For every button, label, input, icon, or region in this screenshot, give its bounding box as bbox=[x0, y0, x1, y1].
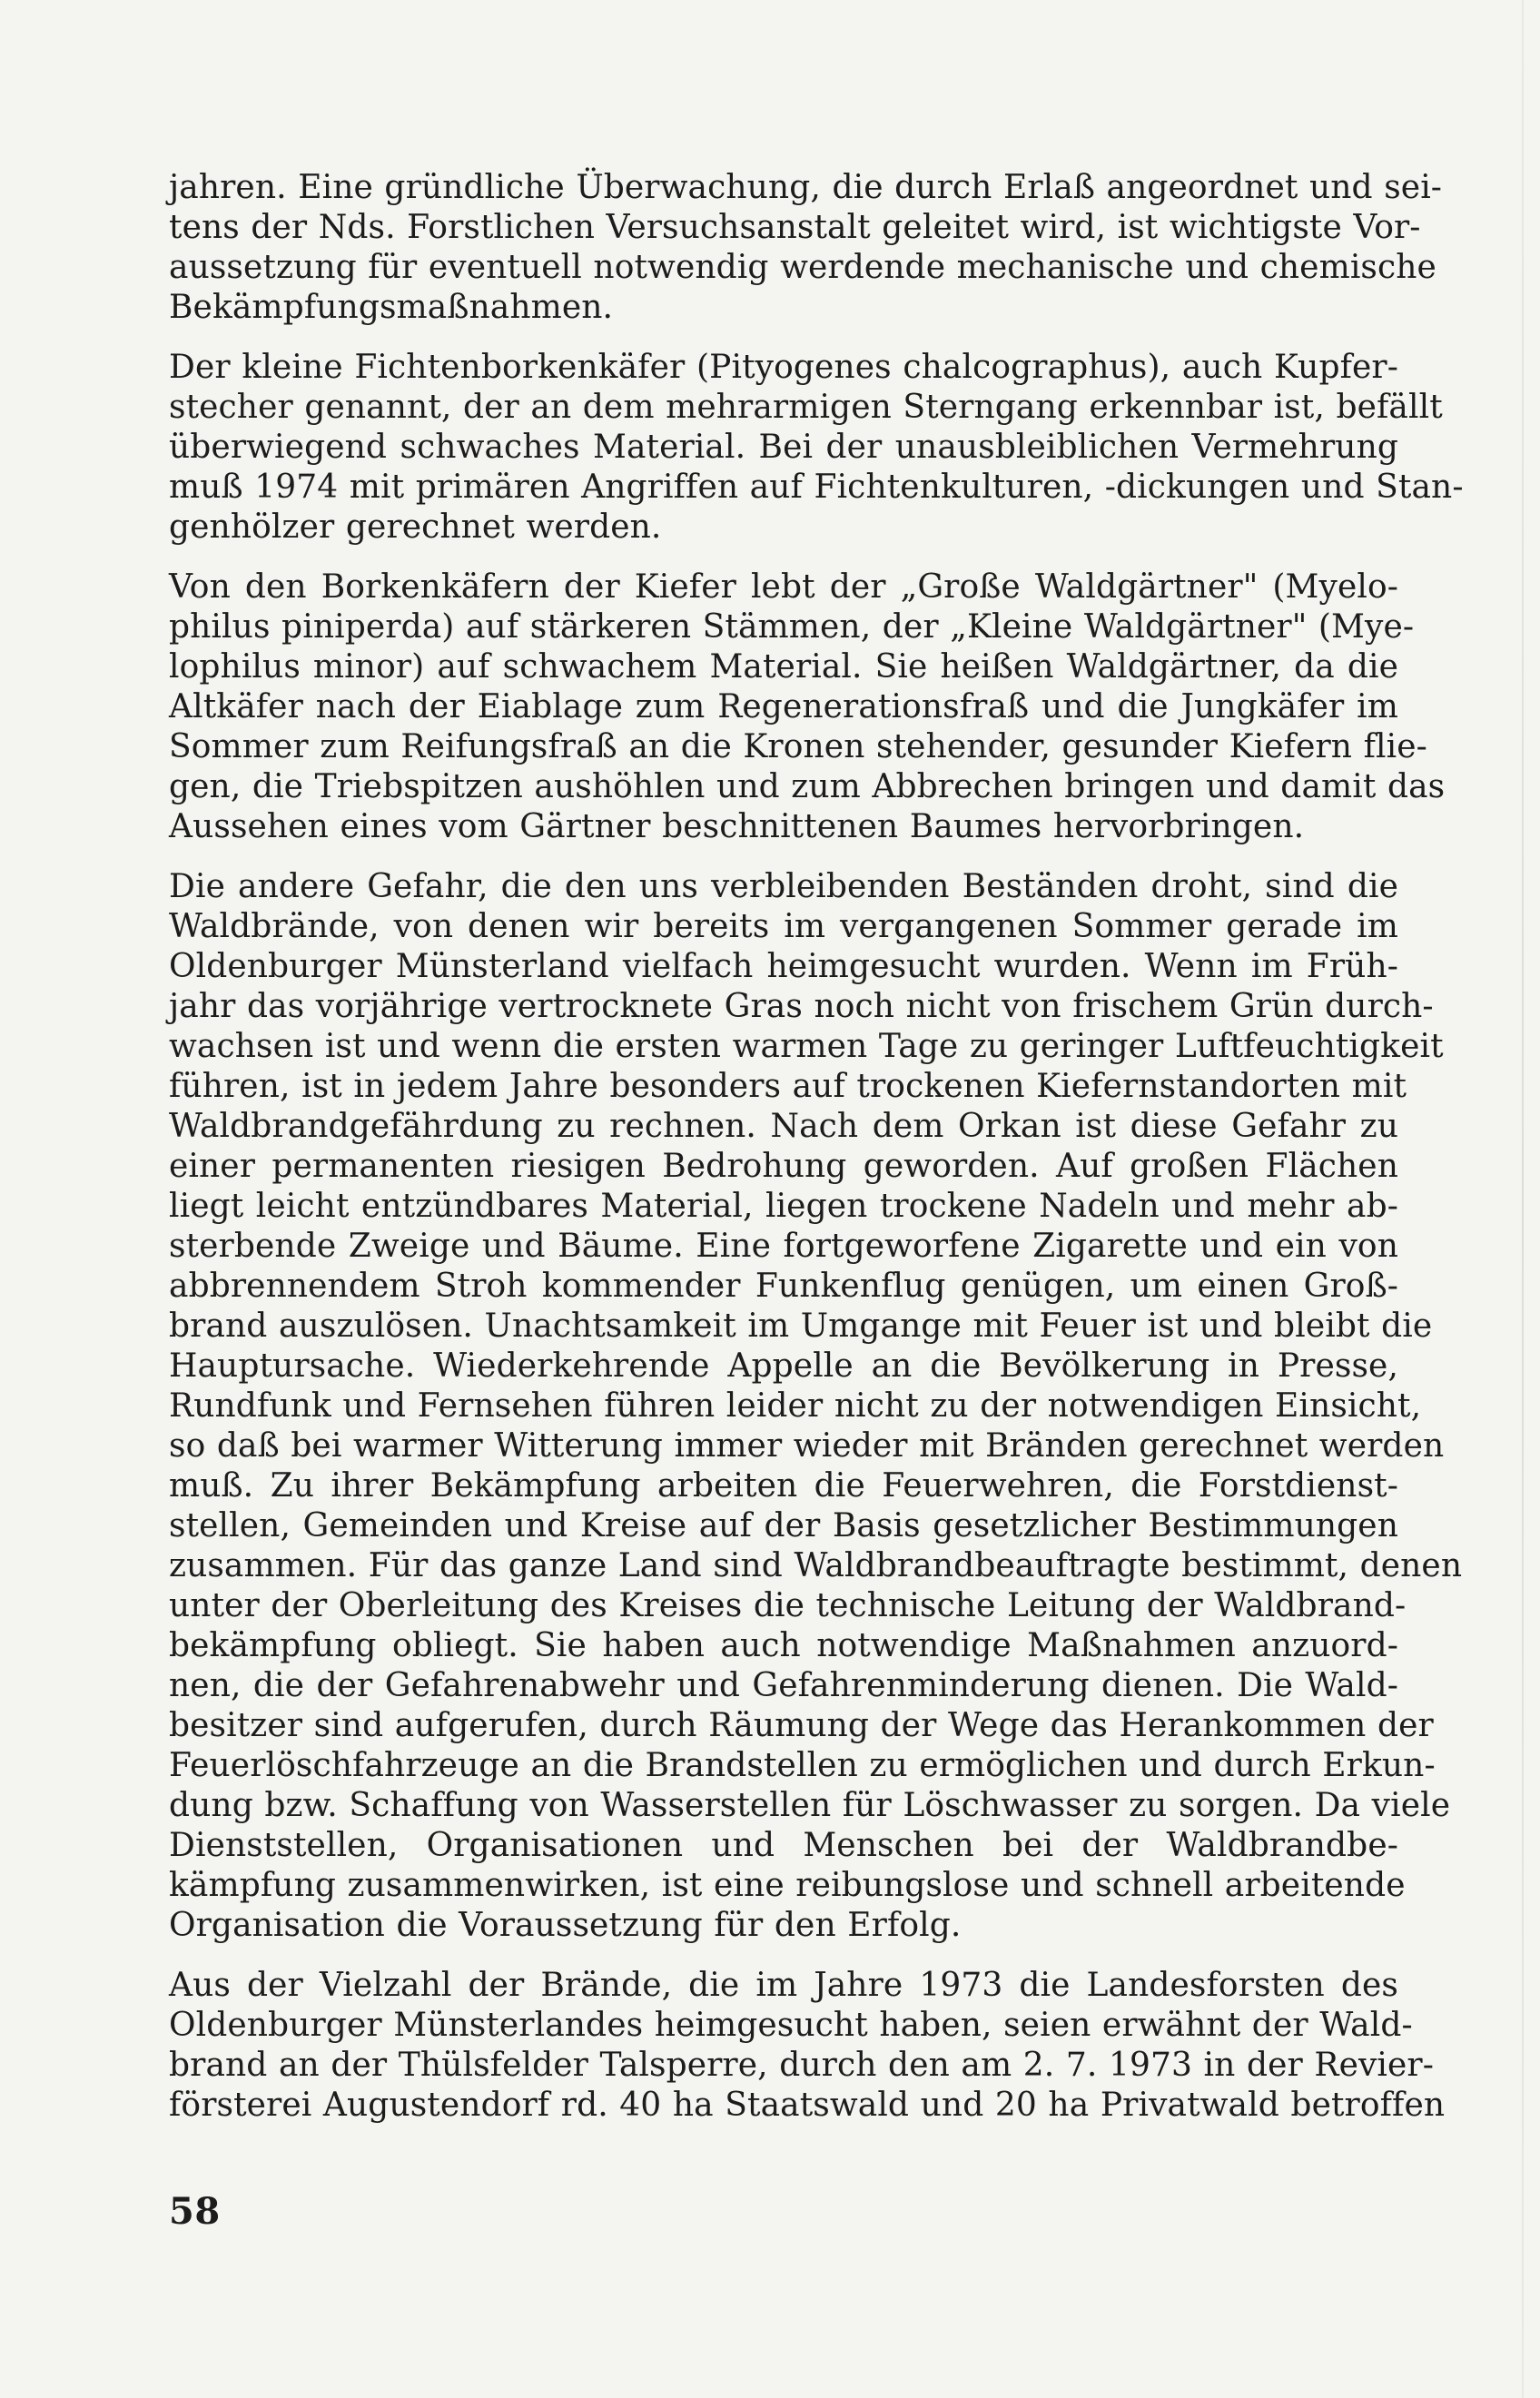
page-edge bbox=[1522, 0, 1524, 2398]
text-line: einer permanenten riesigen Bedrohung geworden. Auf großen Flächen bbox=[169, 1148, 1398, 1185]
text-line: Aussehen eines vom Gärtner beschnittenen Baumes hervorbringen. bbox=[169, 808, 1305, 845]
paragraph bbox=[169, 567, 1446, 847]
text-line: so daß bei warmer Witterung immer wieder mit Bränden gerechnet werden bbox=[169, 1427, 1445, 1465]
text-line: Sommer zum Reifungsfraß an die Kronen stehender, gesunder Kiefern flie- bbox=[169, 728, 1427, 765]
text-line: Der kleine Fichtenborkenkäfer (Pityogenes chalcographus), auch Kupfer- bbox=[169, 349, 1398, 386]
text-line: besitzer sind aufgerufen, durch Räumung der Wege das Herankommen der bbox=[169, 1707, 1434, 1744]
text-line: Aus der Vielzahl der Brände, die im Jahre 1973 die Landesforsten des bbox=[169, 1967, 1398, 2004]
text-line: jahren. Eine gründliche Überwachung, die durch Erlaß angeordnet und sei- bbox=[169, 169, 1443, 206]
paragraph bbox=[169, 168, 1443, 328]
text-line: muß. Zu ihrer Bekämpfung arbeiten die Feuerwehren, die Forstdienst- bbox=[169, 1467, 1398, 1505]
text-line: stecher genannt, der an dem mehrarmigen Sterngang erkennbar ist, befällt bbox=[169, 389, 1443, 426]
page-number: 58 bbox=[169, 2190, 221, 2233]
text-line: genhölzer gerechnet werden. bbox=[169, 508, 662, 546]
text-line: Waldbrände, von denen wir bereits im vergangenen Sommer gerade im bbox=[169, 908, 1398, 945]
text-line: lophilus minor) auf schwachem Material. Sie heißen Waldgärtner, da die bbox=[169, 648, 1398, 686]
text-line: Organisation die Voraussetzung für den Erfolg. bbox=[169, 1907, 962, 1944]
text-line: Oldenburger Münsterland vielfach heimgesucht wurden. Wenn im Früh- bbox=[169, 948, 1398, 985]
text-line: überwiegend schwaches Material. Bei der unausbleiblichen Vermehrung bbox=[169, 429, 1398, 466]
text-line: Von den Borkenkäfern der Kiefer lebt der „Große Waldgärtner" (Myelo- bbox=[169, 568, 1398, 606]
text-line: Altkäfer nach der Eiablage zum Regenerationsfraß und die Jungkäfer im bbox=[169, 688, 1398, 725]
text-line: nen, die der Gefahrenabwehr und Gefahrenminderung dienen. Die Wald- bbox=[169, 1667, 1398, 1704]
text-line: tens der Nds. Forstlichen Versuchsanstalt geleitet wird, ist wichtigste Vor- bbox=[169, 209, 1421, 246]
text-line: muß 1974 mit primären Angriffen auf Fichtenkulturen, -dickungen und Stan- bbox=[169, 469, 1464, 506]
text-line: aussetzung für eventuell notwendig werdende mechanische und chemische bbox=[169, 249, 1436, 286]
text-line: försterei Augustendorf rd. 40 ha Staatswald und 20 ha Privatwald betroffen bbox=[169, 2087, 1446, 2124]
text-line: brand an der Thülsfelder Talsperre, durch den am 2. 7. 1973 in der Revier- bbox=[169, 2047, 1435, 2084]
paragraph bbox=[169, 348, 1464, 548]
text-line: bekämpfung obliegt. Sie haben auch notwendige Maßnahmen anzuord- bbox=[169, 1627, 1398, 1664]
paragraph bbox=[169, 867, 1463, 1946]
text-line: Bekämpfungsmaßnahmen. bbox=[169, 289, 614, 326]
text-line: dung bzw. Schaffung von Wasserstellen für Löschwasser zu sorgen. Da viele bbox=[169, 1787, 1451, 1824]
text-line: jahr das vorjährige vertrocknete Gras noch nicht von frischem Grün durch- bbox=[169, 988, 1434, 1025]
paragraph bbox=[169, 1966, 1446, 2126]
text-line: philus piniperda) auf stärkeren Stämmen, der „Kleine Waldgärtner" (Mye- bbox=[169, 608, 1415, 646]
text-line: zusammen. Für das ganze Land sind Waldbrandbeauftragte bestimmt, denen bbox=[169, 1547, 1463, 1584]
text-line: Dienststellen, Organisationen und Menschen bei der Waldbrandbe- bbox=[169, 1827, 1398, 1864]
body-text bbox=[169, 168, 1464, 2146]
text-line: Waldbrandgefährdung zu rechnen. Nach dem Orkan ist diese Gefahr zu bbox=[169, 1108, 1398, 1145]
text-line: unter der Oberleitung des Kreises die technische Leitung der Waldbrand- bbox=[169, 1587, 1407, 1624]
text-line: gen, die Triebspitzen aushöhlen und zum Abbrechen bringen und damit das bbox=[169, 768, 1446, 805]
text-line: liegt leicht entzündbares Material, liegen trockene Nadeln und mehr ab- bbox=[169, 1188, 1398, 1225]
text-line: wachsen ist und wenn die ersten warmen Tage zu geringer Luftfeuchtigkeit bbox=[169, 1028, 1444, 1065]
text-line: abbrennendem Stroh kommender Funkenflug genügen, um einen Groß- bbox=[169, 1268, 1398, 1305]
text-line: Die andere Gefahr, die den uns verbleibenden Beständen droht, sind die bbox=[169, 868, 1398, 905]
text-line: Rundfunk und Fernsehen führen leider nicht zu der notwendigen Einsicht, bbox=[169, 1387, 1422, 1425]
text-line: brand auszulösen. Unachtsamkeit im Umgange mit Feuer ist und bleibt die bbox=[169, 1308, 1433, 1345]
text-line: kämpfung zusammenwirken, ist eine reibungslose und schnell arbeitende bbox=[169, 1867, 1406, 1904]
text-line: Feuerlöschfahrzeuge an die Brandstellen zu ermöglichen und durch Erkun- bbox=[169, 1747, 1436, 1784]
text-line: führen, ist in jedem Jahre besonders auf trockenen Kiefernstandorten mit bbox=[169, 1068, 1407, 1105]
text-line: sterbende Zweige und Bäume. Eine fortgeworfene Zigarette und ein von bbox=[169, 1228, 1398, 1265]
text-line: Hauptursache. Wiederkehrende Appelle an die Bevölkerung in Presse, bbox=[169, 1347, 1398, 1385]
text-line: Oldenburger Münsterlandes heimgesucht haben, seien erwähnt der Wald- bbox=[169, 2007, 1413, 2044]
text-line: stellen, Gemeinden und Kreise auf der Basis gesetzlicher Bestimmungen bbox=[169, 1507, 1398, 1544]
